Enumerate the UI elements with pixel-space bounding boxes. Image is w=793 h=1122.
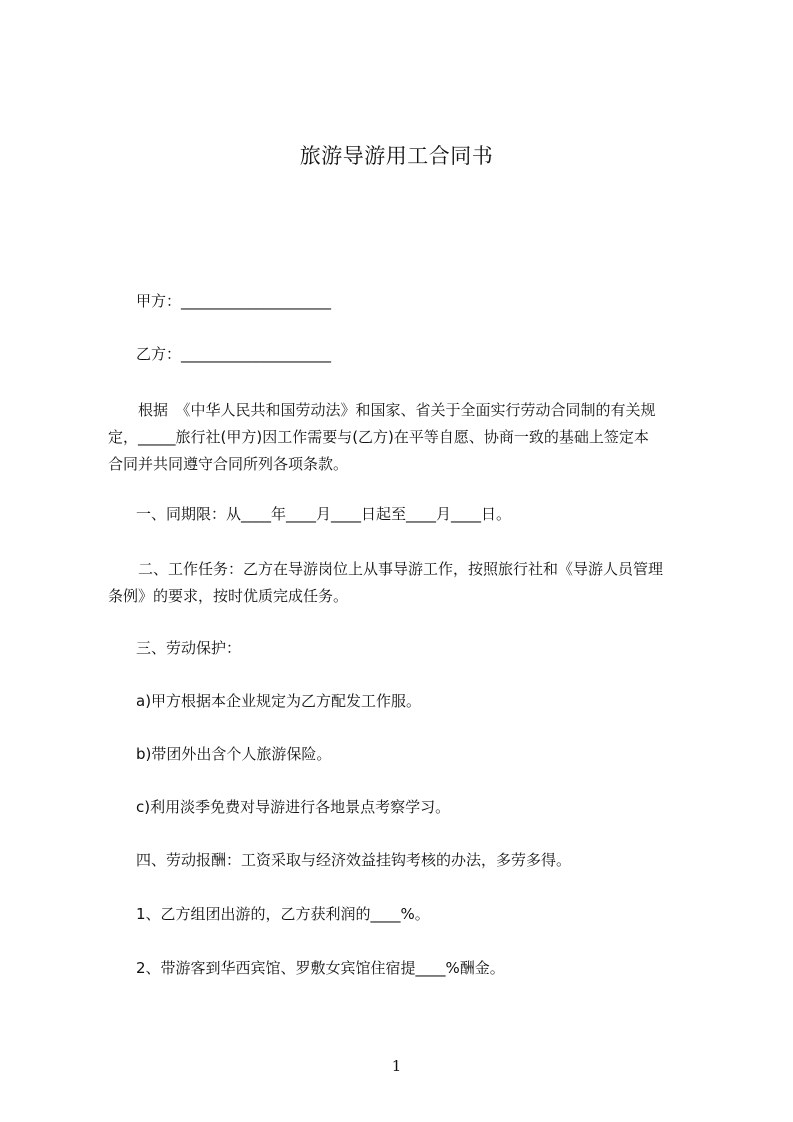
work-task-paragraph — [108, 556, 700, 610]
protection-item-a: a)甲方根据本企业规定为乙方配发工作服。 — [136, 692, 422, 710]
intro-text-1: 根据 《中华人民共和国劳动法》和国家、省关于全面实行劳动合同制的有关规 — [138, 401, 656, 419]
contract-term: 一、同期限：从____年____月____日起至____月____日。 — [136, 505, 512, 523]
protection-item-c: c)利用淡季免费对导游进行各地景点考察学习。 — [136, 798, 451, 816]
intro-paragraph — [108, 397, 700, 478]
page-number: 1 — [391, 1057, 402, 1075]
document-title: 旅游导游用工合同书 — [299, 144, 494, 168]
intro-line-2: 定，_____旅行社(甲方)因工作需要与(乙方)在平等自愿、协商一致的基础上签定本 — [108, 428, 649, 446]
task-line-2: 条例》的要求，按时优质完成任务。 — [108, 587, 349, 605]
intro-line-1 — [108, 397, 700, 424]
remuneration-heading: 四、劳动报酬：工资采取与经济效益挂钩考核的办法，多劳多得。 — [136, 851, 572, 869]
task-line-1 — [108, 556, 700, 583]
intro-line-3: 合同并共同遵守合同所列各项条款。 — [108, 455, 349, 473]
remuneration-item-2: 2、带游客到华西宾馆、罗敷女宾馆住宿提____%酬金。 — [136, 959, 505, 977]
remuneration-item-1: 1、乙方组团出游的，乙方获利润的____%。 — [136, 905, 430, 923]
task-text-1: 二、工作任务：乙方在导游岗位上从事导游工作，按照旅行社和《导游人员管理 — [138, 560, 664, 578]
party-a-line: 甲方：____________________ — [136, 292, 332, 310]
protection-item-b: b)带团外出含个人旅游保险。 — [136, 745, 332, 763]
labor-protection-heading: 三、劳动保护： — [136, 639, 242, 657]
party-b-line: 乙方：____________________ — [136, 345, 332, 363]
